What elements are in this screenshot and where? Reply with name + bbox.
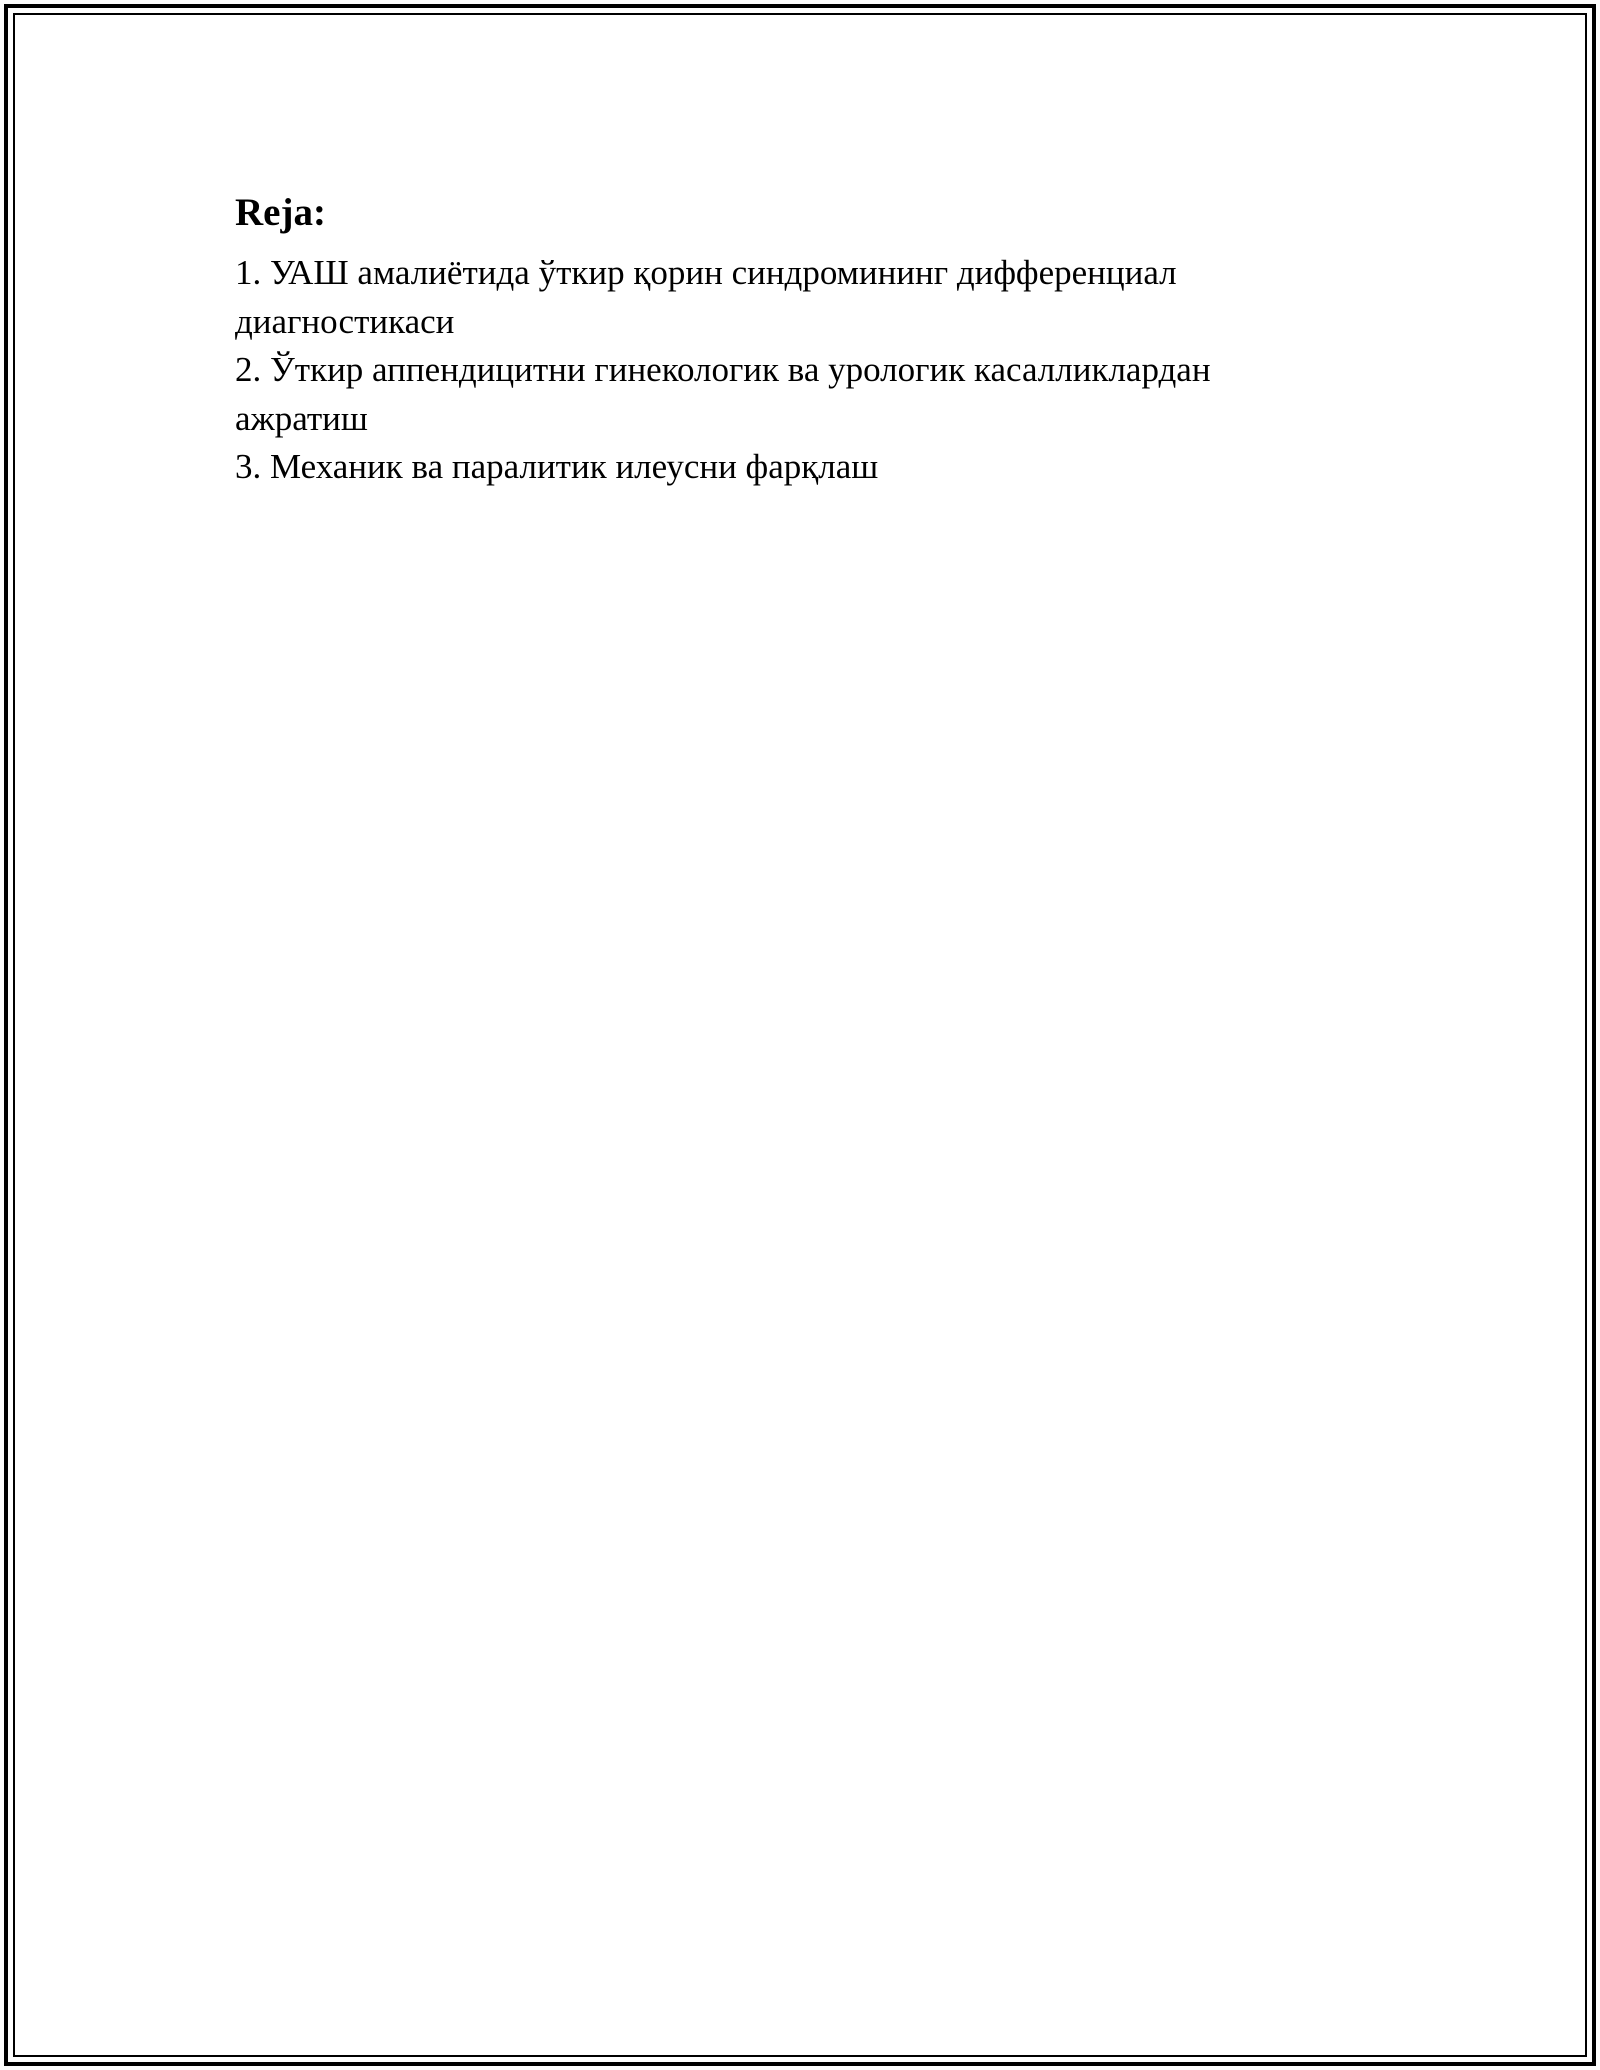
plan-item-3: 3. Механик ва паралитик илеусни фарқлаш	[235, 447, 879, 486]
plan-title: Reja:	[235, 191, 326, 234]
document-content	[235, 185, 1365, 492]
plan-item-2: 2. Ўткир аппендицитни гинекологик ва урологик касалликлардан ажратиш	[235, 350, 1211, 438]
plan-item-1: 1. УАШ амалиётида ўткир қорин синдромининг дифференциал диагностикаси	[235, 253, 1177, 341]
plan-list	[235, 249, 1315, 492]
